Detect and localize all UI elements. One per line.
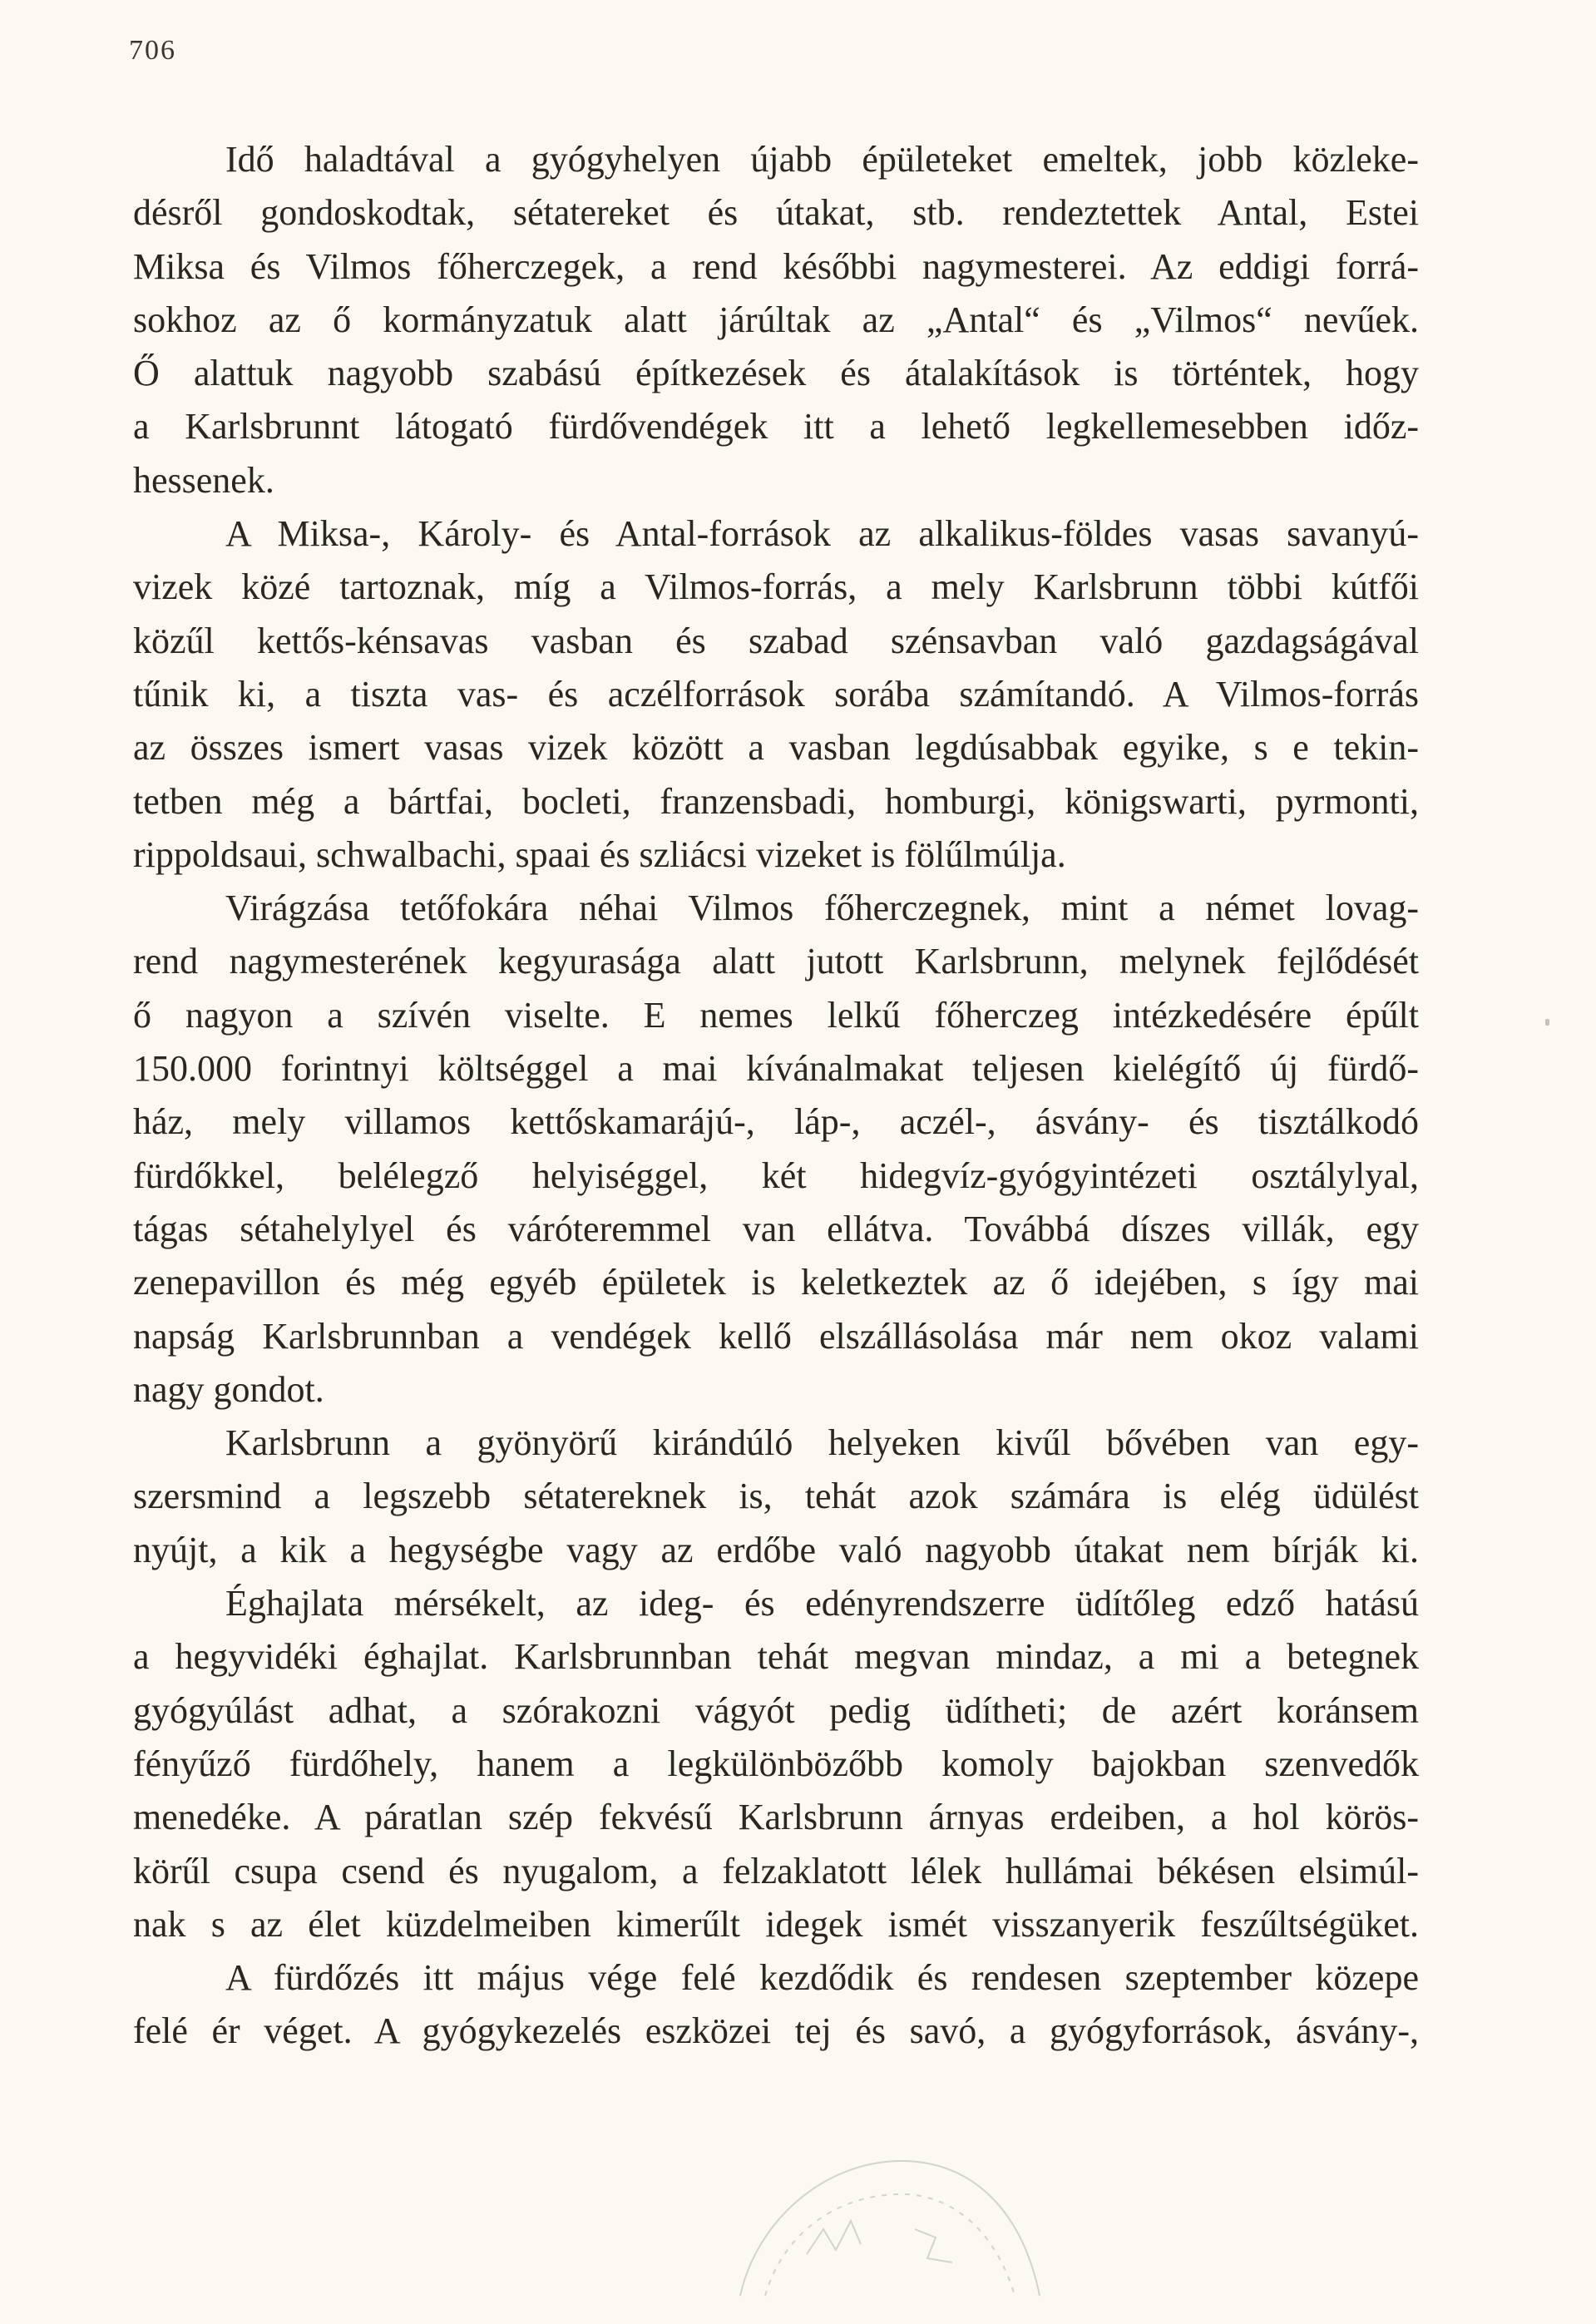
text-line: tetben még a bártfai, bocleti, franzensbadi, homburgi, königswarti, pyrmonti,: [133, 780, 1419, 822]
text-line: közűl kettős-kénsavas vasban és szabad szénsavban való gazdagságával: [133, 620, 1419, 661]
text-line: Ő alattuk nagyobb szabású építkezések és átalakítások is történtek, hogy: [133, 353, 1419, 394]
text-line: a hegyvidéki éghajlat. Karlsbrunnban tehát megvan mindaz, a mi a betegnek: [133, 1636, 1419, 1678]
body-text: [133, 133, 1419, 2059]
text-line: nyújt, a kik a hegységbe vagy az erdőbe való nagyobb útakat nem bírják ki.: [133, 1529, 1419, 1570]
text-line: Karlsbrunn a gyönyörű kirándúló helyeken kivűl bővében van egy-: [225, 1422, 1419, 1464]
text-line: Miksa és Vilmos főherczegek, a rend későbbi nagymesterei. Az eddigi forrá-: [133, 245, 1419, 287]
text-line: az összes ismert vasas vizek között a vasban legdúsabbak egyike, s e tekin-: [133, 727, 1419, 769]
text-line: sokhoz az ő kormányzatuk alatt járúltak az „Antal“ és „Vilmos“ nevűek.: [133, 299, 1419, 340]
text-line: tűnik ki, a tiszta vas- és aczélforrások sorába számítandó. A Vilmos-forrás: [133, 673, 1419, 715]
text-line: ő nagyon a szívén viselte. E nemes lelkű főherczeg intézkedésére épűlt: [133, 994, 1419, 1036]
page-number: 706: [129, 35, 176, 66]
text-line: tágas sétahelylyel és váróteremmel van ellátva. Továbbá díszes villák, egy: [133, 1208, 1419, 1249]
paper-speck: [1545, 1019, 1549, 1026]
text-line: hessenek.: [133, 459, 274, 501]
text-line: Virágzása tetőfokára néhai Vilmos főherczegnek, mint a német lovag-: [225, 888, 1419, 929]
text-line: rend nagymesterének kegyurasága alatt jutott Karlsbrunn, melynek fejlődését: [133, 941, 1419, 982]
text-line: zenepavillon és még egyéb épületek is keletkeztek az ő idejében, s így mai: [133, 1262, 1419, 1303]
text-line: a Karlsbrunnt látogató fürdővendégek itt a lehető legkellemesebben időz-: [133, 406, 1419, 447]
text-line: désről gondoskodtak, sétatereket és útakat, stb. rendeztettek Antal, Estei: [133, 192, 1419, 234]
text-line: menedéke. A páratlan szép fekvésű Karlsbrunn árnyas erdeiben, a hol körös-: [133, 1797, 1419, 1838]
text-line: körűl csupa csend és nyugalom, a felzaklatott lélek hullámai békésen elsimúl-: [133, 1850, 1419, 1891]
text-line: Éghajlata mérsékelt, az ideg- és edényrendszerre üdítőleg edző hatású: [225, 1583, 1419, 1624]
text-line: napság Karlsbrunnban a vendégek kellő elszállásolása már nem okoz valami: [133, 1315, 1419, 1357]
text-line: fényűző fürdőhely, hanem a legkülönbözőbb komoly bajokban szenvedők: [133, 1743, 1419, 1784]
library-stamp-mark: [707, 2129, 1056, 2304]
text-line: felé ér véget. A gyógykezelés eszközei tej és savó, a gyógyforrások, ásvány-,: [133, 2010, 1419, 2052]
text-line: nak s az élet küzdelmeiben kimerűlt idegek ismét visszanyerik feszűltségüket.: [133, 1903, 1419, 1945]
text-line: vizek közé tartoznak, míg a Vilmos-forrás, a mely Karlsbrunn többi kútfői: [133, 566, 1419, 608]
text-line: Idő haladtával a gyógyhelyen újabb épületeket emeltek, jobb közleke-: [225, 139, 1419, 180]
text-line: A fürdőzés itt május vége felé kezdődik és rendesen szeptember közepe: [225, 1957, 1419, 1999]
text-line: A Miksa-, Károly- és Antal-források az alkalikus-földes vasas savanyú-: [225, 513, 1419, 555]
text-line: nagy gondot.: [133, 1368, 324, 1410]
text-line: rippoldsaui, schwalbachi, spaai és szliácsi vizeket is fölűlmúlja.: [133, 833, 1066, 875]
text-line: gyógyúlást adhat, a szórakozni vágyót pedig üdítheti; de azért koránsem: [133, 1689, 1419, 1731]
text-line: szersmind a legszebb sétatereknek is, tehát azok számára is elég üdülést: [133, 1476, 1419, 1517]
text-line: ház, mely villamos kettőskamarájú-, láp-, aczél-, ásvány- és tisztálkodó: [133, 1101, 1419, 1143]
text-line: fürdőkkel, belélegző helyiséggel, két hidegvíz-gyógyintézeti osztálylyal,: [133, 1155, 1419, 1196]
text-line: 150.000 forintnyi költséggel a mai kívánalmakat teljesen kielégítő új fürdő-: [133, 1048, 1419, 1090]
